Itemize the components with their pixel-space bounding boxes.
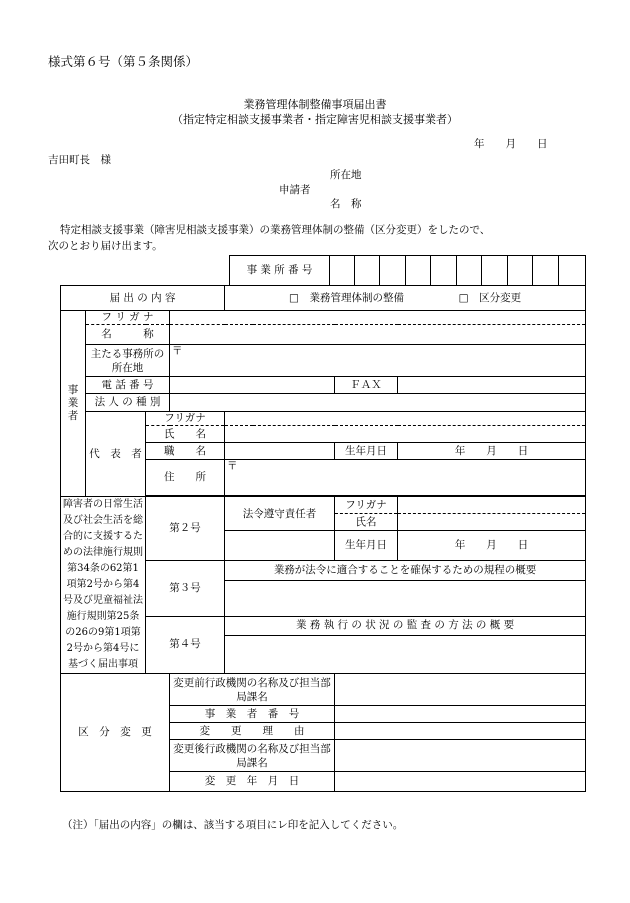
phone-label: 電 話 番 号	[86, 377, 170, 394]
fax-input[interactable]	[398, 377, 586, 394]
business-group-label: 事 業 者	[61, 311, 86, 497]
footer-note: （注）「届出の内容」の欄は、該当する項目にレ印を記入してください。	[62, 819, 404, 831]
officer-furigana-label: フリガナ	[335, 497, 398, 514]
office-number-digit[interactable]	[406, 256, 431, 286]
office-number-digit[interactable]	[330, 256, 355, 286]
item3-label: 第３号	[146, 561, 225, 617]
corp-type-label: 法 人 の 種 別	[86, 394, 170, 412]
item3-heading: 業務が法令に適合することを確保するための規程の概要	[225, 561, 586, 581]
form-number: 様式第６号（第５条関係）	[48, 54, 199, 69]
office-number-label: 事 業 所 番 号	[230, 256, 330, 286]
item2-label: 第２号	[146, 497, 225, 561]
category-change-label: 区 分 変 更	[61, 674, 170, 792]
document-title: 業務管理体制整備事項届出書	[243, 98, 387, 111]
item3-input[interactable]	[225, 580, 586, 616]
applicant-name-label: 名 称	[330, 198, 362, 210]
fax-label: ＦＡＸ	[335, 377, 398, 394]
office-number-digit[interactable]	[482, 256, 508, 286]
office-number-digit[interactable]	[533, 256, 559, 286]
officer-furigana-input[interactable]	[398, 497, 586, 514]
notification-options[interactable]	[225, 286, 586, 311]
intro-text-line2: 次のとおり届け出ます。	[48, 240, 163, 252]
rep-postal-mark: 〒	[227, 460, 238, 472]
rep-name-label: 氏 名	[146, 426, 225, 443]
office-number-digit[interactable]	[508, 256, 533, 286]
rep-furigana-input[interactable]	[225, 412, 586, 426]
rep-name-input[interactable]	[225, 426, 586, 443]
office-number-digit[interactable]	[355, 256, 380, 286]
item4-input[interactable]	[225, 636, 586, 674]
option-system-maintenance-checkbox[interactable]: □ 業務管理体制の整備	[289, 291, 404, 304]
option-category-change-checkbox[interactable]: □ 区分変更	[458, 291, 522, 304]
legal-basis-label: 障害者の日常生活及び社会生活を総合的に支援するための法律施行規則第34条の62第1項第2号から第4号及び児童福祉法施行規則第25条の26の9第1項第2号から第4号に基づく届出事項	[61, 497, 146, 674]
rep-address-input[interactable]	[225, 460, 586, 496]
officer-name-label: 氏名	[335, 514, 398, 531]
rep-address-label: 住 所	[146, 460, 225, 496]
business-name-input[interactable]	[170, 325, 586, 345]
officer-label: 法令遵守責任者	[225, 497, 335, 531]
office-number-digit[interactable]	[457, 256, 482, 286]
business-number-input[interactable]	[335, 706, 586, 723]
rep-title-label: 職 名	[146, 443, 225, 460]
before-agency-label: 変更前行政機関の名称及び担当部局課名	[170, 674, 335, 706]
officer-birth-date[interactable]: 年 月 日	[398, 531, 586, 561]
change-reason-input[interactable]	[335, 723, 586, 740]
change-date-label: 変 更 年 月 日	[170, 772, 335, 792]
document-subtitle: （指定特定相談支援事業者・指定障害児相談支援事業者）	[172, 113, 458, 126]
change-date-input[interactable]	[335, 772, 586, 792]
business-furigana-input[interactable]	[170, 311, 586, 325]
applicant-location-label: 所在地	[330, 169, 362, 181]
officer-birth-label: 生年月日	[335, 531, 398, 561]
business-furigana-label: フ リ ガ ナ	[86, 311, 170, 325]
intro-text-line1: 特定相談支援事業（障害児相談支援事業）の業務管理体制の整備（区分変更）をしたので、	[60, 224, 491, 236]
office-number-table	[229, 255, 586, 286]
business-number-label: 事 業 者 番 号	[170, 706, 335, 723]
representative-label: 代 表 者	[86, 412, 146, 497]
notification-label: 届 出 の 内 容	[61, 286, 225, 311]
before-agency-input[interactable]	[335, 674, 586, 706]
business-name-label: 名 称	[86, 325, 170, 345]
rep-furigana-label: フリガナ	[146, 412, 225, 426]
corp-type-input[interactable]	[170, 394, 586, 412]
submission-date[interactable]: 年 月 日	[474, 138, 548, 150]
office-number-digit[interactable]	[431, 256, 457, 286]
item4-label: 第４号	[146, 616, 225, 674]
rep-birth-date[interactable]: 年 月 日	[398, 443, 586, 460]
office-number-digit[interactable]	[559, 256, 586, 286]
office-address-input[interactable]	[170, 345, 586, 377]
postal-mark: 〒	[172, 345, 183, 357]
after-agency-label: 変更後行政機関の名称及び担当部局課名	[170, 740, 335, 772]
rep-title-input[interactable]	[225, 443, 335, 460]
main-form-table	[60, 285, 586, 792]
change-reason-label: 変 更 理 由	[170, 723, 335, 740]
officer-label-spacer	[225, 531, 335, 561]
after-agency-input[interactable]	[335, 740, 586, 772]
addressee: 吉田町長 様	[48, 154, 111, 166]
item4-heading: 業 務 執 行 の 状 況 の 監 査 の 方 法 の 概 要	[225, 616, 586, 636]
office-address-label: 主たる事務所の所在地	[86, 345, 170, 377]
office-number-digit[interactable]	[380, 256, 406, 286]
officer-name-input[interactable]	[398, 514, 586, 531]
rep-birth-label: 生年月日	[335, 443, 398, 460]
phone-input[interactable]	[170, 377, 335, 394]
applicant-label: 申請者	[279, 184, 311, 196]
